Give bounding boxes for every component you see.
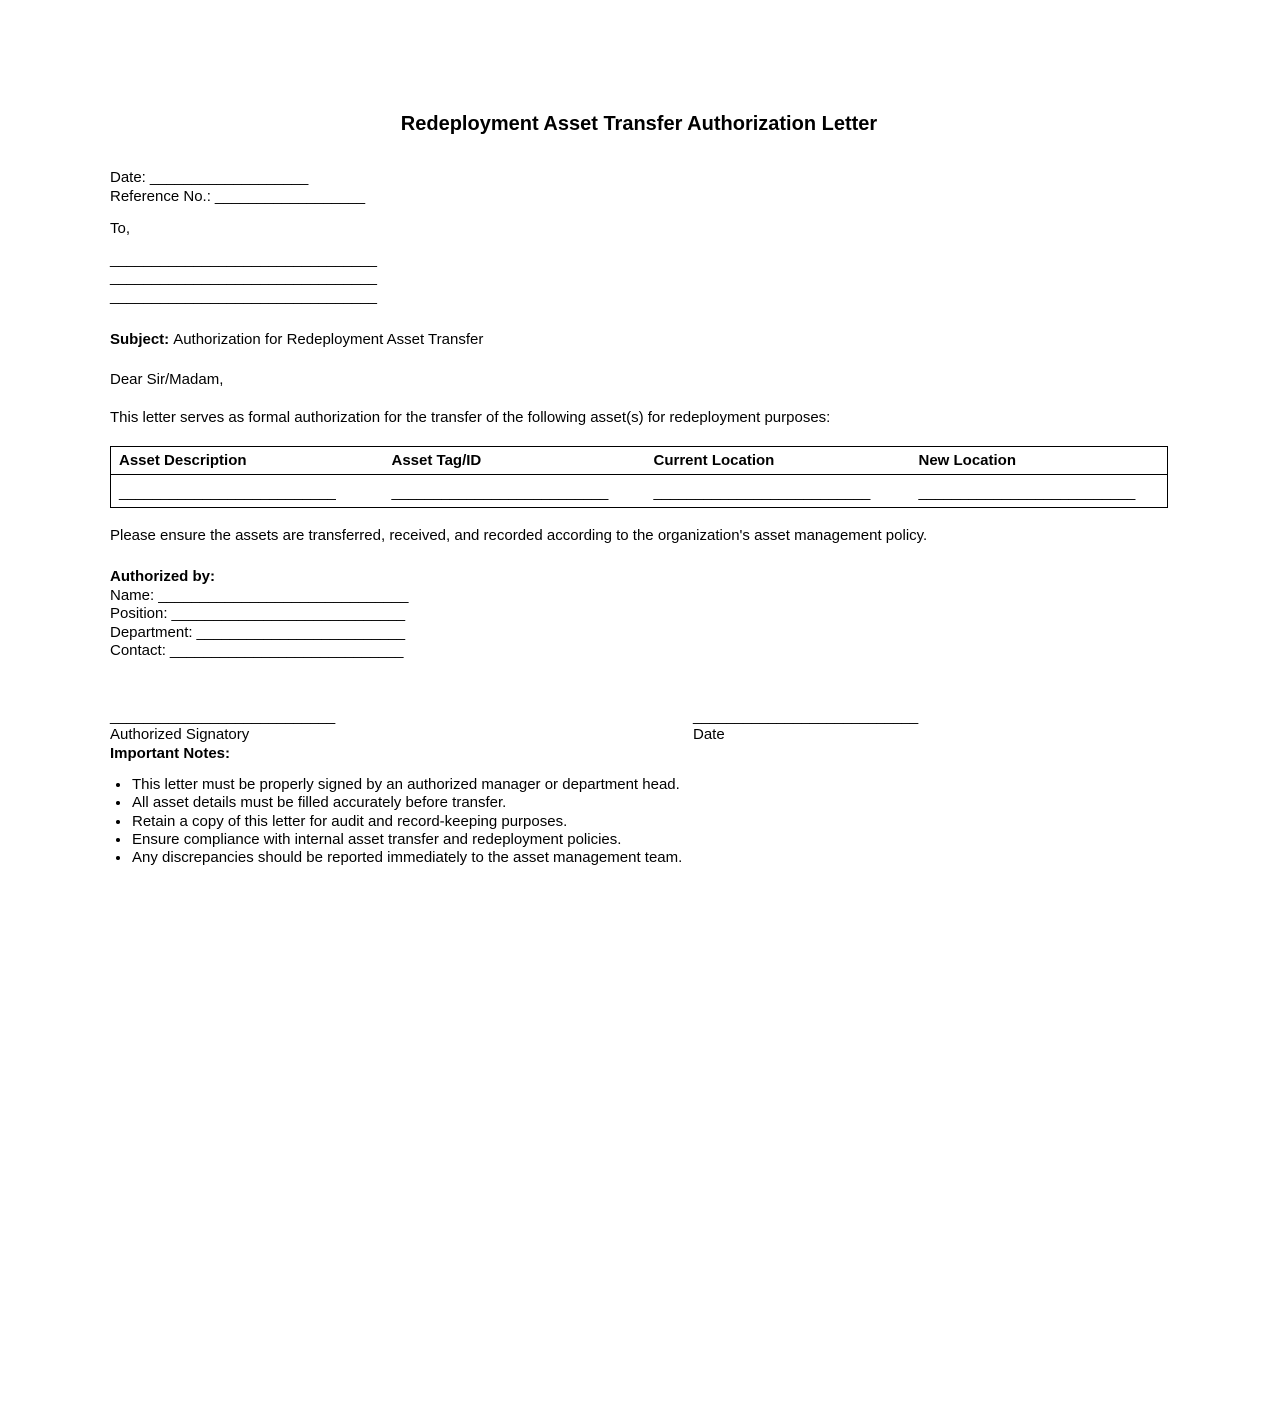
position-blank: ____________________________: [171, 605, 406, 622]
subject-text: Authorization for Redeployment Asset Transfer: [173, 331, 484, 348]
department-blank: _________________________: [196, 623, 406, 641]
date-blank: ___________________: [149, 169, 309, 186]
important-notes-heading: Important Notes:: [110, 744, 230, 762]
name-label: Name:: [110, 586, 155, 604]
subject-line: [110, 331, 1168, 350]
asset-table: [110, 446, 1168, 508]
salutation: Dear Sir/Madam,: [110, 370, 224, 388]
address-line: ________________________________: [110, 287, 377, 305]
address-line: ________________________________: [110, 250, 377, 268]
notes-list: [110, 776, 1168, 867]
signature-date-label: Date: [693, 726, 725, 743]
reference-label: Reference No.:: [110, 187, 211, 205]
note-item: • Ensure compliance with internal asset transfer and redeployment policies.: [131, 831, 1168, 849]
department-field: [110, 624, 1168, 643]
letter-page: [0, 112, 1278, 867]
date-column: [693, 708, 1168, 745]
contact-field: [110, 642, 1168, 661]
page-title: Redeployment Asset Transfer Authorization Letter: [400, 113, 878, 135]
column-header-asset-description: Asset Description: [119, 451, 247, 469]
contact-blank: ____________________________: [169, 642, 404, 659]
policy-paragraph: Please ensure the assets are transferred, received, and recorded according to the organization's asset management policy.: [110, 526, 928, 544]
table-cell-blank: __________________________: [653, 484, 871, 501]
contact-label: Contact:: [110, 642, 166, 659]
table-cell-blank: __________________________: [918, 484, 1136, 501]
date-field: [110, 169, 1168, 188]
note-item: • This letter must be properly signed by an authorized manager or department head.: [131, 776, 1168, 794]
reference-blank: __________________: [214, 187, 366, 205]
signatory-column: [110, 708, 693, 745]
name-blank: ______________________________: [158, 586, 409, 604]
to-label: To,: [110, 220, 131, 237]
department-label: Department:: [110, 623, 193, 641]
note-item: • Any discrepancies should be reported immediately to the asset management team.: [131, 849, 1168, 867]
note-item: • All asset details must be filled accurately before transfer.: [131, 794, 1168, 812]
intro-paragraph: This letter serves as formal authorization for the transfer of the following asset(s) for redeployment purposes:: [110, 409, 831, 426]
column-header-asset-tag-id: Asset Tag/ID: [391, 451, 482, 469]
name-field: [110, 587, 1168, 606]
asset-table-header-row: [111, 446, 1168, 475]
note-item: • Retain a copy of this letter for audit and record-keeping purposes.: [131, 813, 1168, 831]
date-line-blank: ___________________________: [693, 707, 919, 725]
table-cell-blank: __________________________: [391, 484, 609, 501]
signatory-line-blank: ___________________________: [110, 707, 336, 725]
date-label: Date:: [110, 169, 146, 186]
address-line: ________________________________: [110, 269, 377, 286]
signatory-label: Authorized Signatory: [110, 726, 250, 743]
asset-table-row: [111, 475, 1168, 508]
table-cell-blank: __________________________: [119, 484, 336, 501]
position-field: [110, 605, 1168, 624]
position-label: Position:: [110, 605, 168, 622]
reference-field: [110, 188, 1168, 207]
signature-block: [110, 708, 1168, 745]
column-header-new-location: New Location: [918, 451, 1017, 469]
authorized-by-heading: Authorized by:: [110, 568, 215, 585]
recipient-address-block: [110, 251, 1168, 307]
subject-label: Subject:: [110, 331, 170, 348]
column-header-current-location: Current Location: [653, 451, 775, 469]
